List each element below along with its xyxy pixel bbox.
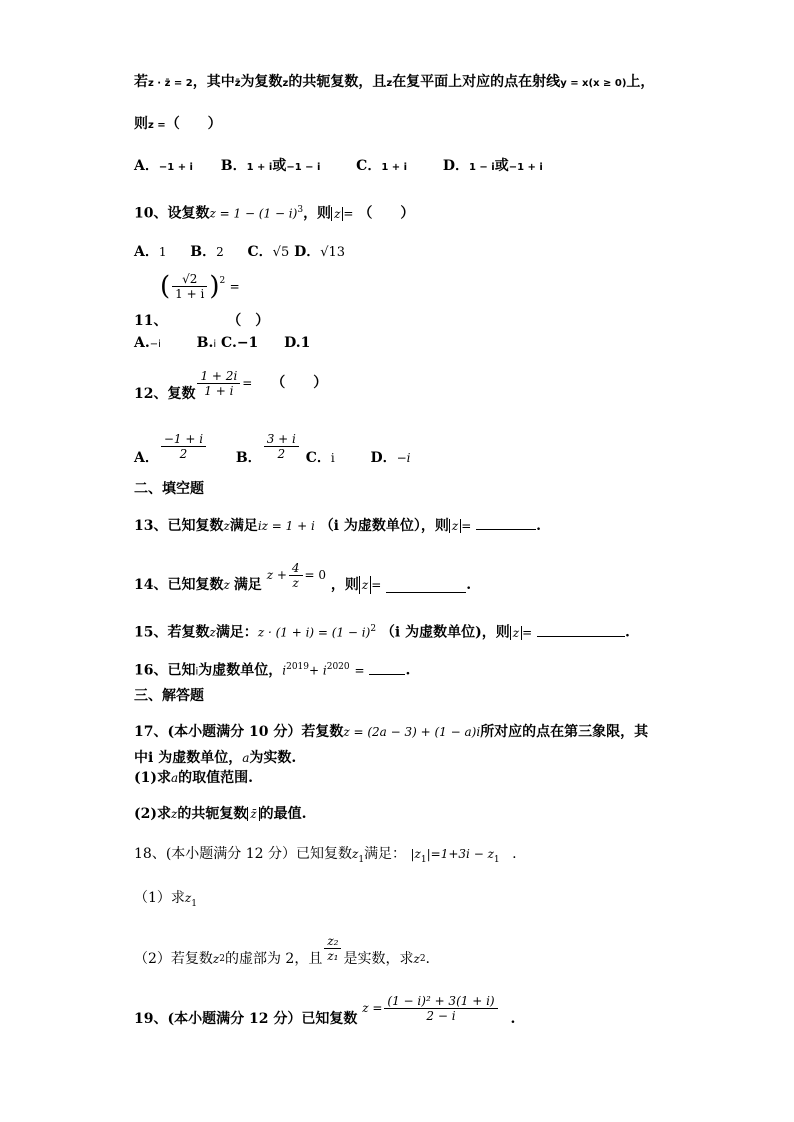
option-b-fraction <box>264 432 299 461</box>
q19-stem <box>134 988 515 1032</box>
q17-text: 的取值范围. <box>178 770 254 786</box>
q17-text: 中i 为虚数单位， <box>134 750 243 766</box>
section-heading-solutions: 三、解答题 <box>134 688 204 704</box>
q17-var-a: a <box>171 771 179 785</box>
option-label-a: A． <box>134 450 159 466</box>
q17-var-z: z <box>171 807 178 821</box>
q9-text: 为复数 <box>240 74 283 90</box>
option-label-d: D． <box>442 158 469 174</box>
option-b-value2: −1 − i <box>286 162 321 173</box>
q15-answer-blank[interactable] <box>537 622 625 637</box>
q13-text: 满足 <box>229 518 258 534</box>
q18-numerator: z₂ <box>324 934 341 949</box>
q13-text: 13、已知复数 <box>134 518 224 534</box>
q16-stem <box>134 658 410 682</box>
q10-text: 10、设复数 <box>134 205 210 222</box>
q19-text: . <box>510 1011 516 1027</box>
q17-part1 <box>134 769 253 787</box>
q14-text: . <box>466 577 472 593</box>
q9-formula-zbar: z̄ <box>234 78 241 89</box>
q17-text: 的最值. <box>259 806 307 822</box>
q13-formula: iz = 1 + i <box>257 519 315 533</box>
option-b-denominator: 2 <box>277 446 286 461</box>
q11-left-paren: ( <box>160 271 171 302</box>
q14-var-z: z <box>223 578 230 592</box>
q13-var-z: z <box>223 519 230 533</box>
q15-text: . <box>625 624 630 641</box>
q18-text: 的虚部为 2，且 <box>224 951 323 967</box>
q18-part2 <box>134 928 430 968</box>
q15-text: 15、若复数 <box>134 624 210 641</box>
q16-eq: = <box>354 663 365 678</box>
q13-eq: = <box>461 519 472 533</box>
q10-eq: = <box>343 206 354 221</box>
option-a-numerator: −1 + i <box>161 432 206 447</box>
q9-text: 上， <box>626 74 655 90</box>
q14-numerator: 4 <box>289 561 303 576</box>
q18-var-z2-sub: 2 <box>219 954 225 964</box>
option-label-d: D． <box>294 244 321 260</box>
q11-stem <box>134 312 269 330</box>
q14-denominator: z <box>292 575 299 590</box>
q9-stem-line2 <box>134 115 222 135</box>
option-label-d: D. <box>284 335 301 351</box>
q15-var-z: z <box>209 625 216 640</box>
q19-numerator: (1 − i)² + 3(1 + i) <box>384 994 497 1009</box>
option-label-c: C． <box>247 244 273 260</box>
q17-part2 <box>134 805 307 823</box>
q10-abs-z: z <box>331 207 343 221</box>
q14-answer-blank[interactable] <box>386 578 466 593</box>
option-c-value: i <box>330 451 335 465</box>
option-a-value: 1 <box>158 245 167 259</box>
q13-stem <box>134 515 541 535</box>
q9-formula-z: z <box>282 78 289 89</box>
option-a-value: −i <box>149 339 161 350</box>
option-a-denominator: 2 <box>179 446 188 461</box>
q17-text: 为实数. <box>249 750 297 766</box>
q16-formula-plus: + i <box>309 663 327 678</box>
q18-formula-sub: 1 <box>420 854 427 865</box>
q19-text: 19、(本小题满分 12 分）已知复数 <box>134 1011 358 1027</box>
q11-numerator: √2 <box>172 272 207 287</box>
q17-var-a: a <box>242 751 250 765</box>
option-b-or: 或 <box>272 158 287 174</box>
q18-denominator: z₁ <box>327 948 339 963</box>
option-label-c: C. <box>221 335 237 351</box>
q17-text: (1)求 <box>134 770 171 786</box>
q16-var-i: i <box>195 666 199 678</box>
q18-text: （1）求 <box>134 890 185 906</box>
option-label-b: B． <box>235 450 262 466</box>
q9-stem-line1 <box>134 73 654 93</box>
q16-text: 16、已知 <box>134 662 196 679</box>
option-b-value: i <box>213 339 217 350</box>
q10-stem <box>134 201 414 223</box>
q12-text: 12、复数 <box>134 386 196 402</box>
option-label-c: C． <box>305 450 331 466</box>
q12-denominator: 1 + i <box>197 383 240 398</box>
q9-text: 若 <box>134 74 148 90</box>
q18-text: . <box>425 951 430 967</box>
q16-text: 为虚数单位， <box>198 662 283 679</box>
q9-text: 的共轭复数，且 <box>288 74 387 90</box>
q14-abs-z: z <box>359 576 371 594</box>
option-a-fraction <box>161 432 206 461</box>
q11-options <box>134 334 310 354</box>
option-d-or: 或 <box>494 158 509 174</box>
q11-eq: = <box>229 279 240 294</box>
q17-abs-zbar: z̄ <box>247 807 259 821</box>
option-label-d: D． <box>370 450 397 466</box>
q9-formula-ray: y = x(x ≥ 0) <box>560 78 627 89</box>
q15-text: （i 为虚数单位)，则 <box>380 624 510 641</box>
q9-text: 在复平面上对应的点在射线 <box>392 74 561 90</box>
q12-options <box>134 425 411 469</box>
q12-stem <box>134 363 327 407</box>
q15-text: 满足： <box>215 624 258 641</box>
q18-text: 18、(本小题满分 12 分）已知复数 <box>134 846 352 862</box>
option-d-value: 1 − i <box>468 162 495 173</box>
option-label-a: A. <box>134 335 150 351</box>
q12-eq: = <box>242 376 253 390</box>
q18-text: （2）若复数 <box>134 951 213 967</box>
q15-formula-exp: 2 <box>370 624 377 634</box>
q18-var-z1: z <box>184 891 192 905</box>
q18-formula: |z <box>410 847 421 861</box>
option-c-value: √5 <box>272 245 290 260</box>
q18-part1 <box>134 889 197 913</box>
q9-text: 则 <box>134 116 148 132</box>
q9-formula-zeq: z = <box>148 120 166 131</box>
q14-formula-pre: z + <box>266 568 287 582</box>
q17-text: (2)求 <box>134 806 171 822</box>
q17-formula: z = (2a − 3) + (1 − a)i <box>343 725 481 739</box>
q18-formula-post: |=1+3i − z <box>426 847 494 861</box>
q18-var-z2: z <box>413 952 420 966</box>
option-b-value: 1 + i <box>246 162 273 173</box>
q19-denominator: 2 − i <box>426 1008 456 1023</box>
q18-var-z1-sub: 1 <box>358 854 365 865</box>
q14-text: 14、已知复数 <box>134 577 224 593</box>
q10-options <box>134 243 345 262</box>
q14-eq: = <box>371 578 382 592</box>
option-label-a: A． <box>134 158 159 174</box>
q13-answer-blank[interactable] <box>476 515 536 530</box>
q16-answer-blank[interactable] <box>369 660 405 675</box>
q16-text: . <box>405 662 411 679</box>
q10-formula: z = 1 − (1 − i) <box>209 206 298 221</box>
q15-stem <box>134 620 630 642</box>
q19-fraction <box>384 994 497 1023</box>
q17-text: 的共轭复数 <box>177 806 248 822</box>
option-d-value2: −1 + i <box>508 162 543 173</box>
q18-stem <box>134 845 517 869</box>
option-c-value: 1 + i <box>381 162 408 173</box>
q9-formula-zzbar: z · z̄ = 2 <box>148 78 193 89</box>
q18-var-z2-sub: 2 <box>419 954 426 964</box>
q9-answer-paren: （ ） <box>165 116 222 132</box>
q15-formula: z · (1 + i) = (1 − i) <box>257 625 371 640</box>
q18-var-z1: z <box>352 847 359 861</box>
q18-var-z2: z <box>212 952 220 966</box>
q11-denominator: 1 + i <box>175 287 205 301</box>
q12-fraction <box>197 369 240 398</box>
q14-stem <box>134 556 471 592</box>
option-d-value: −i <box>396 451 411 465</box>
q15-eq: = <box>522 625 533 640</box>
q9-text: ，其中 <box>192 74 235 90</box>
option-d-value: √13 <box>320 245 346 260</box>
q9-options <box>134 157 543 177</box>
option-label-c: C． <box>356 158 382 174</box>
q10-formula-exp: 3 <box>297 205 304 215</box>
q12-answer-paren: （ ） <box>271 375 328 391</box>
q18-var-z1-sub: 1 <box>191 898 197 909</box>
q14-text: ，则 <box>330 577 359 593</box>
q14-formula-post: = 0 <box>304 568 327 582</box>
q18-text: . <box>512 846 517 862</box>
q10-text: ，则 <box>303 205 332 222</box>
q17-text: 所对应的点在第三象限，其 <box>480 724 649 740</box>
section-heading-fill-in: 二、填空题 <box>134 481 204 497</box>
option-c-value: −1 <box>236 335 259 351</box>
q17-text: 17、(本小题满分 10 分）若复数 <box>134 724 344 740</box>
q10-answer-paren: （ ） <box>358 205 415 222</box>
q11-right-paren: ) <box>209 271 220 302</box>
option-label-b: B． <box>190 244 217 260</box>
q13-text: . <box>536 518 542 534</box>
q11-exponent: 2 <box>219 276 226 286</box>
option-label-b: B. <box>196 335 214 351</box>
option-b-value: 2 <box>216 245 224 259</box>
option-label-a: A． <box>134 244 159 260</box>
q18-text: 是实数，求 <box>343 951 414 967</box>
option-d-value: 1 <box>300 335 311 351</box>
q16-formula-exp1: 2019 <box>286 662 310 672</box>
q13-text: （i 为虚数单位），则 <box>319 518 449 534</box>
q19-formula-pre: z = <box>362 1001 383 1015</box>
q11-fraction <box>172 272 207 301</box>
q18-formula-sub2: 1 <box>493 854 500 865</box>
q14-text: 满足 <box>233 577 262 593</box>
q11-formula <box>160 272 240 301</box>
option-b-numerator: 3 + i <box>264 432 299 447</box>
q12-numerator: 1 + 2i <box>200 368 238 383</box>
q11-answer-paren: （ ） <box>227 313 270 329</box>
q18-text: 满足： <box>364 846 407 862</box>
q9-formula-z: z <box>386 78 393 89</box>
q13-abs-z: z <box>449 519 461 533</box>
option-a-value: −1 + i <box>158 162 193 173</box>
q16-formula-exp2: 2020 <box>326 662 350 672</box>
q14-fraction <box>289 561 303 590</box>
q17-stem-line1 <box>134 723 648 741</box>
q15-abs-z: z <box>510 626 522 640</box>
option-label-b: B． <box>220 158 247 174</box>
q11-number: 11、 <box>134 313 168 329</box>
q18-fraction <box>324 934 341 963</box>
q17-stem-line2 <box>134 749 296 767</box>
q16-formula-base: i <box>282 663 287 678</box>
